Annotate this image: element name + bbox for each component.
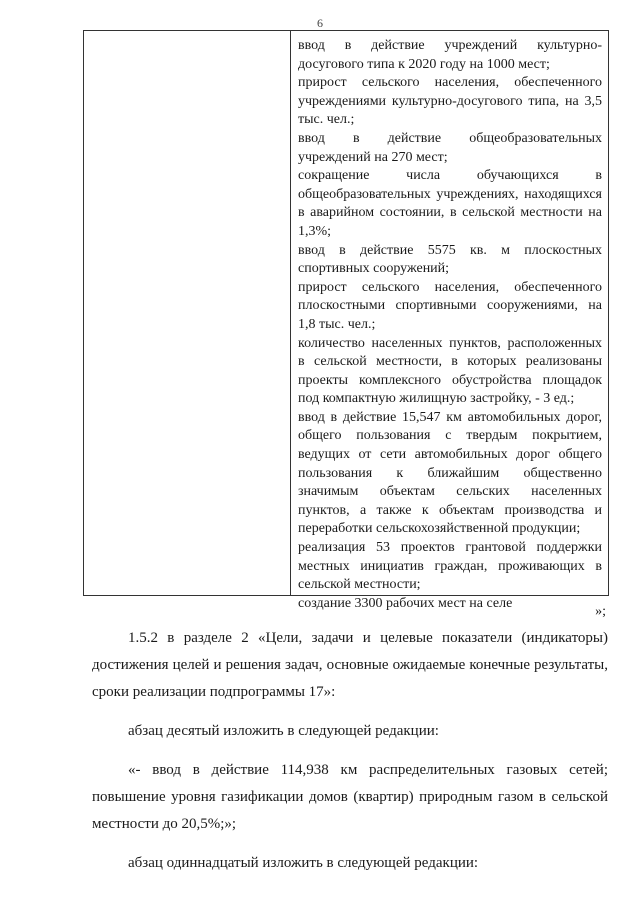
table-item: реализация 53 проектов грантовой поддержки местных инициатив граждан, проживающих в сельской местности;: [298, 540, 602, 593]
table-item: ввод в действие 5575 кв. м плоскостных спортивных сооружений;: [298, 242, 602, 277]
table-item: сокращение числа обучающихся в общеобразовательных учреждениях, находящихся в аварийном состоянии, в сельской местности на 1,3%;: [298, 168, 602, 239]
table-item: ввод в действие 15,547 км автомобильных дорог, общего пользования с твердым покрытием, ведущих от сети автомобильных дорог общего пользования к ближайшим общественно значимым объектам сельских населенных пунктов, а также к объектам производства и переработки сельскохозяйственной продукции;: [298, 409, 602, 537]
document-body: [92, 625, 608, 877]
indicators-table: [83, 30, 609, 611]
table-item: прирост сельского населения, обеспеченного учреждениями культурно-досугового типа, на 3,5 тыс. чел.;: [298, 75, 602, 128]
table-item: создание 3300 рабочих мест на селе: [298, 595, 513, 611]
table-item: ввод в действие общеобразовательных учреждений на 270 мест;: [298, 130, 602, 165]
table-item: прирост сельского населения, обеспеченного плоскостными спортивными сооружениями, на 1,8 тыс. чел.;: [298, 279, 602, 332]
paragraph-gas-networks: «- ввод в действие 114,938 км распределительных газовых сетей; повышение уровня газификации домов (квартир) природным газом в сельской местности до 20,5%;»;: [92, 762, 608, 832]
paragraph-tenth-abzac: абзац десятый изложить в следующей редакции:: [128, 723, 439, 739]
table-item: ввод в действие учреждений культурно-досугового типа к 2020 году на 1000 мест;: [298, 38, 602, 72]
table-right-cell: [298, 37, 602, 613]
page-number: 6: [317, 16, 323, 30]
paragraph-section-amendment: 1.5.2 в разделе 2 «Цели, задачи и целевые показатели (индикаторы) достижения целей и решения задач, основные ожидаемые конечные результаты, сроки реализации подпрограммы 17»:: [92, 630, 608, 700]
closing-quote-mark: »;: [595, 604, 606, 619]
table-item: количество населенных пунктов, расположенных в сельской местности, в которых реализованы проекты комплексного обустройства площадок под компактную жилищную застройку, - 3 ед.;: [298, 335, 602, 407]
table-column-divider: [290, 31, 291, 595]
paragraph-eleventh-abzac: абзац одиннадцатый изложить в следующей редакции:: [128, 855, 479, 871]
